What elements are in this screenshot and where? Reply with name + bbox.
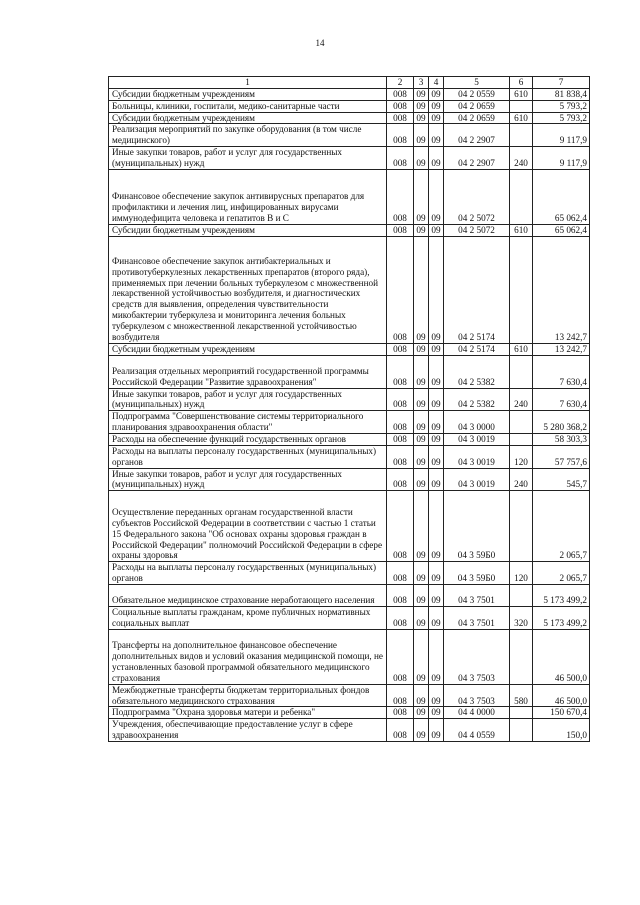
target-article-code-cell: 04 4 0559 xyxy=(444,719,510,742)
row-name-cell: Реализация мероприятий по закупке оборудования (в том числе медицинского) xyxy=(109,124,387,147)
target-article-code-cell: 04 2 5382 xyxy=(444,388,510,411)
section-code-cell: 09 xyxy=(414,585,429,607)
ministry-code-cell: 008 xyxy=(387,707,414,719)
ministry-code-cell: 008 xyxy=(387,562,414,585)
subsection-code-cell: 09 xyxy=(429,355,444,388)
row-name-cell: Расходы на обеспечение функций государственных органов xyxy=(109,434,387,446)
section-code-cell: 09 xyxy=(414,112,429,124)
section-code-cell: 09 xyxy=(414,169,429,224)
row-name-cell: Иные закупки товаров, работ и услуг для государственных (муниципальных) нужд xyxy=(109,468,387,491)
subsection-code-cell: 09 xyxy=(429,707,444,719)
target-article-code-cell: 04 2 0559 xyxy=(444,88,510,100)
section-code-cell: 09 xyxy=(414,411,429,434)
subsection-code-cell: 09 xyxy=(429,124,444,147)
expense-type-code-cell xyxy=(510,411,533,434)
table-row xyxy=(109,585,590,607)
row-name-cell: Больницы, клиники, госпитали, медико-санитарные части xyxy=(109,100,387,112)
amount-cell: 46 500,0 xyxy=(533,629,590,684)
row-name-cell: Расходы на выплаты персоналу государственных (муниципальных) органов xyxy=(109,562,387,585)
expense-type-code-cell: 240 xyxy=(510,147,533,170)
ministry-code-cell: 008 xyxy=(387,629,414,684)
ministry-code-cell: 008 xyxy=(387,236,414,343)
row-name-cell: Межбюджетные трансферты бюджетам территориальных фондов обязательного медицинского страхования xyxy=(109,684,387,707)
expense-type-code-cell xyxy=(510,124,533,147)
table-row xyxy=(109,445,590,468)
table-row xyxy=(109,388,590,411)
row-name-cell: Иные закупки товаров, работ и услуг для государственных (муниципальных) нужд xyxy=(109,147,387,170)
ministry-code-cell: 008 xyxy=(387,100,414,112)
row-name-cell: Трансферты на дополнительное финансовое обеспечение дополнительных видов и условий оказания медицинской помощи, не установленных базовой программой обязательного медицинского страхования xyxy=(109,629,387,684)
target-article-code-cell: 04 3 0000 xyxy=(444,411,510,434)
ministry-code-cell: 008 xyxy=(387,585,414,607)
expense-type-code-cell: 240 xyxy=(510,388,533,411)
expense-type-code-cell: 610 xyxy=(510,224,533,236)
table-row xyxy=(109,224,590,236)
subsection-code-cell: 09 xyxy=(429,88,444,100)
ministry-code-cell: 008 xyxy=(387,169,414,224)
subsection-code-cell: 09 xyxy=(429,411,444,434)
subsection-code-cell: 09 xyxy=(429,684,444,707)
subsection-code-cell: 09 xyxy=(429,100,444,112)
subsection-code-cell: 09 xyxy=(429,607,444,630)
table-row xyxy=(109,491,590,562)
row-name-cell: Субсидии бюджетным учреждениям xyxy=(109,224,387,236)
amount-cell: 65 062,4 xyxy=(533,169,590,224)
section-code-cell: 09 xyxy=(414,562,429,585)
subsection-code-cell: 09 xyxy=(429,468,444,491)
page-number: 14 xyxy=(315,38,325,48)
expense-type-code-cell xyxy=(510,629,533,684)
expense-type-code-cell xyxy=(510,491,533,562)
expense-type-code-cell: 120 xyxy=(510,562,533,585)
column-header: 6 xyxy=(510,77,533,89)
expense-type-code-cell xyxy=(510,707,533,719)
amount-cell: 13 242,7 xyxy=(533,236,590,343)
ministry-code-cell: 008 xyxy=(387,434,414,446)
target-article-code-cell: 04 3 0019 xyxy=(444,445,510,468)
amount-cell: 7 630,4 xyxy=(533,355,590,388)
amount-cell: 2 065,7 xyxy=(533,491,590,562)
table-row xyxy=(109,112,590,124)
table-row xyxy=(109,719,590,742)
column-header: 7 xyxy=(533,77,590,89)
ministry-code-cell: 008 xyxy=(387,411,414,434)
subsection-code-cell: 09 xyxy=(429,236,444,343)
section-code-cell: 09 xyxy=(414,629,429,684)
table-row xyxy=(109,411,590,434)
subsection-code-cell: 09 xyxy=(429,147,444,170)
table-row xyxy=(109,169,590,224)
column-header: 4 xyxy=(429,77,444,89)
section-code-cell: 09 xyxy=(414,224,429,236)
section-code-cell: 09 xyxy=(414,468,429,491)
subsection-code-cell: 09 xyxy=(429,112,444,124)
amount-cell: 5 280 368,2 xyxy=(533,411,590,434)
row-name-cell: Подпрограмма "Совершенствование системы территориального планирования здравоохранения области" xyxy=(109,411,387,434)
section-code-cell: 09 xyxy=(414,434,429,446)
column-header: 3 xyxy=(414,77,429,89)
subsection-code-cell: 09 xyxy=(429,585,444,607)
row-name-cell: Социальные выплаты гражданам, кроме публичных нормативных социальных выплат xyxy=(109,607,387,630)
subsection-code-cell: 09 xyxy=(429,491,444,562)
target-article-code-cell: 04 3 7503 xyxy=(444,684,510,707)
ministry-code-cell: 008 xyxy=(387,147,414,170)
target-article-code-cell: 04 4 0000 xyxy=(444,707,510,719)
table-row xyxy=(109,562,590,585)
target-article-code-cell: 04 2 2907 xyxy=(444,147,510,170)
section-code-cell: 09 xyxy=(414,684,429,707)
table-row xyxy=(109,707,590,719)
column-header: 1 xyxy=(109,77,387,89)
amount-cell: 5 173 499,2 xyxy=(533,607,590,630)
amount-cell: 58 303,3 xyxy=(533,434,590,446)
expense-type-code-cell xyxy=(510,236,533,343)
section-code-cell: 09 xyxy=(414,124,429,147)
ministry-code-cell: 008 xyxy=(387,491,414,562)
expense-type-code-cell: 580 xyxy=(510,684,533,707)
ministry-code-cell: 008 xyxy=(387,684,414,707)
target-article-code-cell: 04 3 7501 xyxy=(444,607,510,630)
table-row xyxy=(109,88,590,100)
table-row xyxy=(109,355,590,388)
target-article-code-cell: 04 2 5072 xyxy=(444,169,510,224)
target-article-code-cell: 04 2 0659 xyxy=(444,100,510,112)
expense-type-code-cell: 610 xyxy=(510,112,533,124)
ministry-code-cell: 008 xyxy=(387,445,414,468)
table-header-row xyxy=(109,77,590,89)
amount-cell: 9 117,9 xyxy=(533,124,590,147)
section-code-cell: 09 xyxy=(414,100,429,112)
row-name-cell: Иные закупки товаров, работ и услуг для государственных (муниципальных) нужд xyxy=(109,388,387,411)
row-name-cell: Субсидии бюджетным учреждениям xyxy=(109,88,387,100)
expense-type-code-cell xyxy=(510,434,533,446)
amount-cell: 5 173 499,2 xyxy=(533,585,590,607)
ministry-code-cell: 008 xyxy=(387,124,414,147)
row-name-cell: Осуществление переданных органам государственной власти субъектов Российской Федерации в соответствии с частью 1 статьи 15 Федерального закона "Об основах охраны здоровья граждан в Российской Федерации" полномочий Российской Федерации в сфере охраны здоровья xyxy=(109,491,387,562)
subsection-code-cell: 09 xyxy=(429,629,444,684)
subsection-code-cell: 09 xyxy=(429,445,444,468)
table-body xyxy=(109,88,590,741)
subsection-code-cell: 09 xyxy=(429,169,444,224)
section-code-cell: 09 xyxy=(414,707,429,719)
table-row xyxy=(109,100,590,112)
target-article-code-cell: 04 3 0019 xyxy=(444,468,510,491)
expense-type-code-cell: 240 xyxy=(510,468,533,491)
target-article-code-cell: 04 3 7503 xyxy=(444,629,510,684)
amount-cell: 57 757,6 xyxy=(533,445,590,468)
expense-type-code-cell xyxy=(510,169,533,224)
row-name-cell: Учреждения, обеспечивающие предоставление услуг в сфере здравоохранения xyxy=(109,719,387,742)
table-row xyxy=(109,468,590,491)
expense-type-code-cell xyxy=(510,100,533,112)
target-article-code-cell: 04 2 0659 xyxy=(444,112,510,124)
ministry-code-cell: 008 xyxy=(387,388,414,411)
column-header: 5 xyxy=(444,77,510,89)
subsection-code-cell: 09 xyxy=(429,388,444,411)
table-row xyxy=(109,124,590,147)
section-code-cell: 09 xyxy=(414,491,429,562)
ministry-code-cell: 008 xyxy=(387,224,414,236)
expense-type-code-cell: 120 xyxy=(510,445,533,468)
table-row xyxy=(109,147,590,170)
amount-cell: 65 062,4 xyxy=(533,224,590,236)
expense-type-code-cell xyxy=(510,355,533,388)
subsection-code-cell: 09 xyxy=(429,562,444,585)
table-row xyxy=(109,236,590,343)
subsection-code-cell: 09 xyxy=(429,224,444,236)
expense-type-code-cell: 320 xyxy=(510,607,533,630)
section-code-cell: 09 xyxy=(414,147,429,170)
ministry-code-cell: 008 xyxy=(387,719,414,742)
expense-type-code-cell: 610 xyxy=(510,88,533,100)
table-row xyxy=(109,434,590,446)
row-name-cell: Субсидии бюджетным учреждениям xyxy=(109,112,387,124)
amount-cell: 150 670,4 xyxy=(533,707,590,719)
subsection-code-cell: 09 xyxy=(429,434,444,446)
target-article-code-cell: 04 3 59Б0 xyxy=(444,562,510,585)
target-article-code-cell: 04 3 59Б0 xyxy=(444,491,510,562)
row-name-cell: Подпрограмма "Охрана здоровья матери и ребенка" xyxy=(109,707,387,719)
expense-type-code-cell: 610 xyxy=(510,343,533,355)
section-code-cell: 09 xyxy=(414,607,429,630)
ministry-code-cell: 008 xyxy=(387,112,414,124)
section-code-cell: 09 xyxy=(414,388,429,411)
column-header: 2 xyxy=(387,77,414,89)
ministry-code-cell: 008 xyxy=(387,607,414,630)
table-row xyxy=(109,343,590,355)
ministry-code-cell: 008 xyxy=(387,343,414,355)
section-code-cell: 09 xyxy=(414,88,429,100)
amount-cell: 150,0 xyxy=(533,719,590,742)
budget-table xyxy=(108,76,590,742)
expense-type-code-cell xyxy=(510,585,533,607)
amount-cell: 2 065,7 xyxy=(533,562,590,585)
table-row xyxy=(109,607,590,630)
section-code-cell: 09 xyxy=(414,445,429,468)
amount-cell: 5 793,2 xyxy=(533,112,590,124)
amount-cell: 7 630,4 xyxy=(533,388,590,411)
amount-cell: 545,7 xyxy=(533,468,590,491)
target-article-code-cell: 04 2 5174 xyxy=(444,343,510,355)
row-name-cell: Субсидии бюджетным учреждениям xyxy=(109,343,387,355)
ministry-code-cell: 008 xyxy=(387,468,414,491)
ministry-code-cell: 008 xyxy=(387,355,414,388)
amount-cell: 81 838,4 xyxy=(533,88,590,100)
amount-cell: 46 500,0 xyxy=(533,684,590,707)
subsection-code-cell: 09 xyxy=(429,719,444,742)
row-name-cell: Реализация отдельных мероприятий государственной программы Российской Федерации "Развитие здравоохранения" xyxy=(109,355,387,388)
section-code-cell: 09 xyxy=(414,343,429,355)
amount-cell: 5 793,2 xyxy=(533,100,590,112)
expense-type-code-cell xyxy=(510,719,533,742)
section-code-cell: 09 xyxy=(414,355,429,388)
target-article-code-cell: 04 2 5072 xyxy=(444,224,510,236)
target-article-code-cell: 04 3 7501 xyxy=(444,585,510,607)
row-name-cell: Финансовое обеспечение закупок антивирусных препаратов для профилактики и лечения лиц, инфицированных вирусами иммунодефицита человека и гепатитов В и С xyxy=(109,169,387,224)
section-code-cell: 09 xyxy=(414,719,429,742)
table-row xyxy=(109,629,590,684)
target-article-code-cell: 04 3 0019 xyxy=(444,434,510,446)
row-name-cell: Обязательное медицинское страхование неработающего населения xyxy=(109,585,387,607)
section-code-cell: 09 xyxy=(414,236,429,343)
table-row xyxy=(109,684,590,707)
target-article-code-cell: 04 2 5382 xyxy=(444,355,510,388)
row-name-cell: Финансовое обеспечение закупок антибактериальных и противотуберкулезных лекарственных препаратов (второго ряда), применяемых при лечении больных туберкулезом с множественной лекарственной устойчивостью возбудителя, и диагностических средств для выявления, определения чувствительности микобактерии туберкулеза и мониторинга лечения больных туберкулезом с множественной лекарственной устойчивостью возбудителя xyxy=(109,236,387,343)
amount-cell: 13 242,7 xyxy=(533,343,590,355)
subsection-code-cell: 09 xyxy=(429,343,444,355)
target-article-code-cell: 04 2 2907 xyxy=(444,124,510,147)
target-article-code-cell: 04 2 5174 xyxy=(444,236,510,343)
amount-cell: 9 117,9 xyxy=(533,147,590,170)
ministry-code-cell: 008 xyxy=(387,88,414,100)
row-name-cell: Расходы на выплаты персоналу государственных (муниципальных) органов xyxy=(109,445,387,468)
